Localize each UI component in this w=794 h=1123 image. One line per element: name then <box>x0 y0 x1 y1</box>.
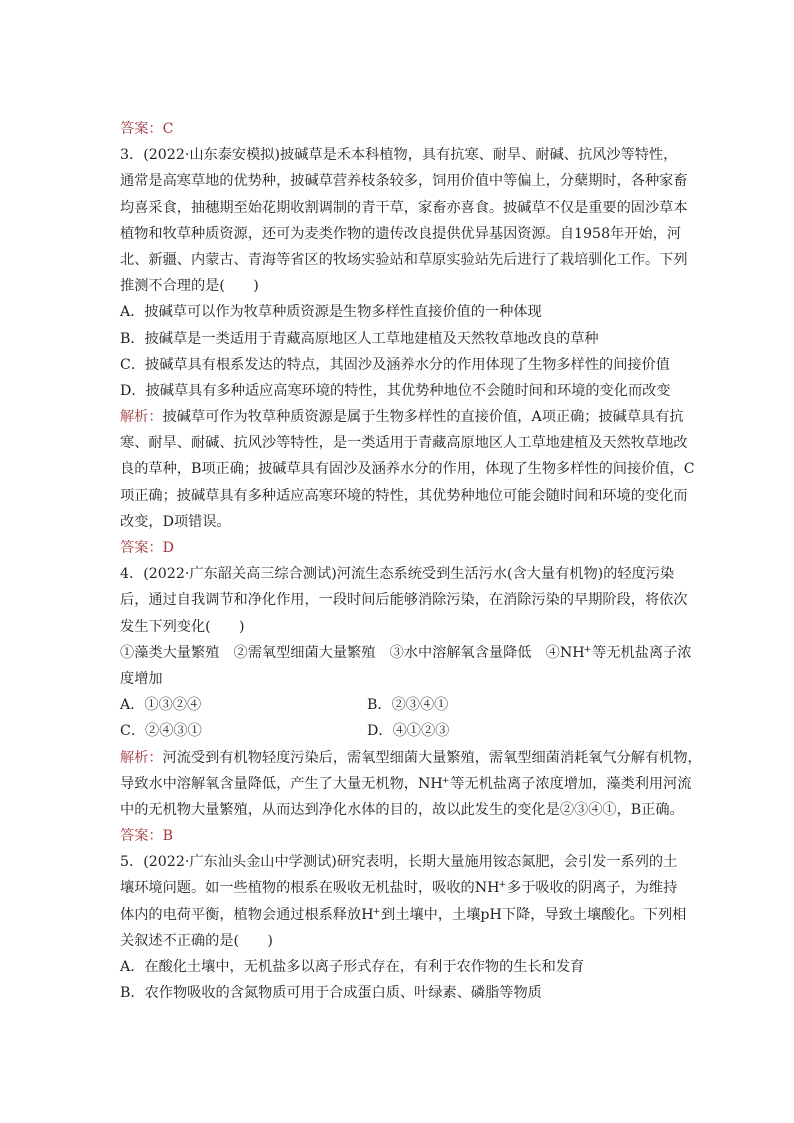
answer-q3: 答案：D <box>120 540 174 556</box>
q4-option-a: A．①③②④ <box>120 697 202 714</box>
q4-analysis-text-2b: 等无机盐离子浓度增加，藻类利用河流 <box>450 775 692 792</box>
q4-option-c: C．②④③① <box>120 723 202 740</box>
document-content <box>120 116 702 1006</box>
q5-option-a: A．在酸化土壤中，无机盐多以离子形式存在，有利于农作物的生长和发育 <box>120 959 585 975</box>
q3-option-c: C．披碱草具有根系发达的特点，其固沙及涵养水分的作用体现了生物多样性的间接价值 <box>120 356 670 373</box>
q3-stem-line-6: 推测不合理的是( ) <box>120 278 259 295</box>
q4-option-b: B．②③④① <box>367 697 449 714</box>
q3-stem-line-2: 通常是高寒草地的优势种，披碱草营养枝条较多，饲用价值中等偏上，分蘖期时，各种家畜 <box>120 173 688 190</box>
q3-option-d: D．披碱草具有多种适应高寒环境的特性，其优势种地位不会随时间和环境的变化而改变 <box>120 382 671 399</box>
q3-option-a: A．披碱草可以作为牧草种质资源是生物多样性直接价值的一种体现 <box>120 304 542 321</box>
q4-items-line-2: 度增加 <box>120 670 163 687</box>
q4-analysis-line-1 <box>120 745 702 771</box>
q5-stem-text-3a: 体内的电荷平衡，植物会通过根系释放H <box>120 906 374 923</box>
q3-analysis-line-5: 改变，D项错误。 <box>120 513 231 530</box>
q4-items-line-1 <box>120 640 692 666</box>
q4-stem-line-3: 发生下列变化( ) <box>120 618 245 635</box>
q4-options-row-2 <box>120 718 688 744</box>
q3-stem-line-1: 3．(2022·山东泰安模拟)披碱草是禾本科植物，具有抗寒、耐旱、耐碱、抗风沙等特性， <box>120 147 678 164</box>
q4-analysis-text-2a: 导致水中溶解氧含量降低，产生了大量无机物，NH <box>120 775 443 792</box>
q4-items-text-b: 等无机盐离子浓 <box>592 644 692 661</box>
q4-option-d: D．④①②③ <box>367 723 450 740</box>
q5-stem-text-2a: 壤环境问题。如一些植物的根系在吸收无机盐时，吸收的NH <box>120 880 500 897</box>
q4-items-text-a: ①藻类大量繁殖 ②需氧型细菌大量繁殖 ③水中溶解氧含量降低 ④NH <box>120 644 585 661</box>
q4-analysis-line-3: 中的无机物大量繁殖，从而达到净化水体的目的，故以此发生的变化是②③④①，B正确。 <box>120 801 684 818</box>
q5-stem-line-4: 关叙述不正确的是( ) <box>120 932 273 949</box>
answer-q4: 答案：B <box>120 828 173 845</box>
q5-superscript-1: + <box>498 880 507 891</box>
q3-analysis-line-4: 项正确；披碱草具有多种适应高寒环境的特性，其优势种地位可能会随时间和环境的变化而 <box>120 487 688 504</box>
q3-analysis-line-3: 良的草种，B项正确；披碱草具有固沙及涵养水分的作用，体现了生物多样性的间接价值，C <box>120 461 695 478</box>
q5-stem-text-3b: 到土壤中，土壤pH下降，导致土壤酸化。下列相 <box>381 906 687 923</box>
q5-option-b: B．农作物吸收的含氮物质可用于合成蛋白质、叶绿素、磷脂等物质 <box>120 985 542 1002</box>
q4-stem-line-2: 后，通过自我调节和净化作用，一段时间后能够消除污染，在消除污染的早期阶段，将依次 <box>120 592 688 609</box>
q4-analysis-label: 解析： <box>120 749 163 766</box>
q4-stem-line-1: 4．(2022·广东韶关高三综合测试)河流生态系统受到生活污水(含大量有机物)的轻度污染 <box>120 566 675 583</box>
q5-superscript-2: + <box>372 906 381 917</box>
q5-stem-line-2 <box>120 875 688 901</box>
q5-stem-text-2b: 多于吸收的阴离子，为维持 <box>507 880 678 897</box>
q4-items-superscript: + <box>583 644 592 655</box>
q5-stem-line-3 <box>120 902 688 928</box>
q4-analysis-text-1: 河流受到有机物轻度污染后，需氧型细菌大量繁殖，需氧型细菌消耗氧气分解有机物， <box>162 749 702 766</box>
q3-stem-line-5: 北、新疆、内蒙古、青海等省区的牧场实验站和草原实验站先后进行了栽培驯化工作。下列 <box>120 251 688 268</box>
q3-analysis-line-2: 寒、耐旱、耐碱、抗风沙等特性，是一类适用于青藏高原地区人工草地建植及天然牧草地改 <box>120 435 688 452</box>
answer-q2: 答案：C <box>120 121 174 137</box>
q4-options-row-1 <box>120 692 688 718</box>
q4-analysis-superscript: + <box>441 775 450 786</box>
q3-option-b: B．披碱草是一类适用于青藏高原地区人工草地建植及天然牧草地改良的草种 <box>120 330 599 347</box>
q3-stem-line-4: 植物和牧草种质资源，还可为麦类作物的遗传改良提供优异基因资源。自1958年开始，河 <box>120 225 682 242</box>
q5-stem-line-1: 5．(2022·广东汕头金山中学测试)研究表明，长期大量施用铵态氮肥，会引发一系列的土 <box>120 854 678 871</box>
q3-analysis-text-1: 披碱草可作为牧草种质资源是属于生物多样性的直接价值，A项正确；披碱草具有抗 <box>162 409 684 426</box>
q4-analysis-line-2 <box>120 771 692 797</box>
q3-analysis-label: 解析： <box>120 409 163 426</box>
q3-stem-line-3: 均喜采食，抽穗期至始花期收割调制的青干草，家畜亦喜食。披碱草不仅是重要的固沙草本 <box>120 199 688 216</box>
q3-analysis-line-1 <box>120 404 688 430</box>
